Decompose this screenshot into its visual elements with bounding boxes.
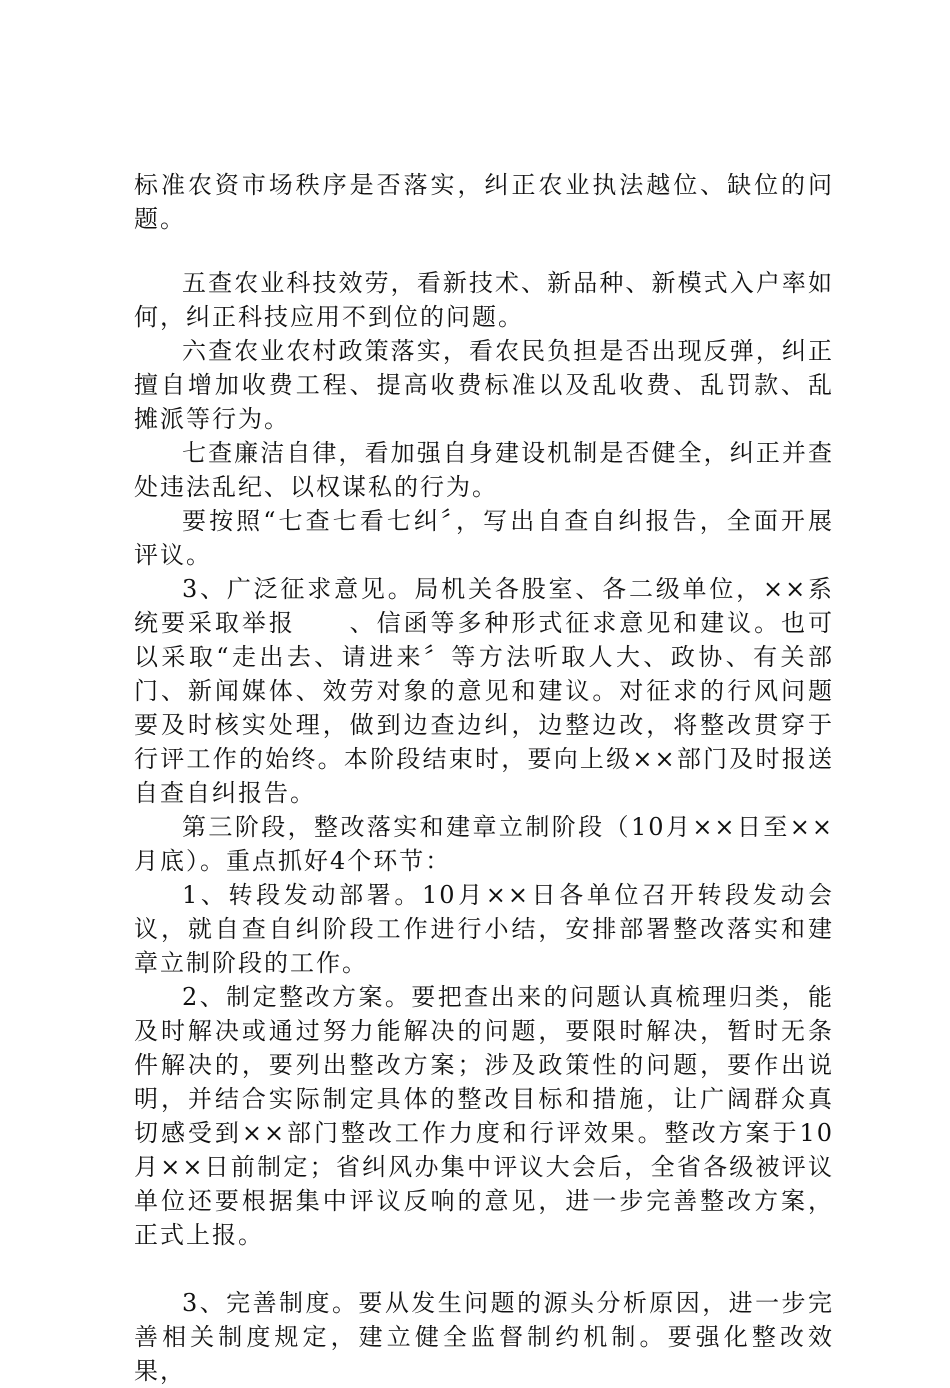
paragraph-4: 七查廉洁自律，看加强自身建设机制是否健全，纠正并查处违法乱纪、以权谋私的行为。: [134, 439, 834, 501]
paragraph-1: 标准农资市场秩序是否落实，纠正农业执法越位、缺位的问题。: [134, 171, 834, 233]
paragraph-5: 要按照“七查七看七纠〞，写出自查自纠报告，全面开展评议。: [134, 507, 834, 569]
paragraph-8: 1、转段发动部署。10月××日各单位召开转段发动会议，就自查自纠阶段工作进行小结，安排部署整改落实和建章立制阶段的工作。: [134, 881, 834, 977]
paragraph-9: 2、制定整改方案。要把查出来的问题认真梳理归类，能及时解决或通过努力能解决的问题，要限时解决，暂时无条件解决的，要列出整改方案；涉及政策性的问题，要作出说明，并结合实际制定具体的整改目标和措施，让广阔群众真切感受到××部门整改工作力度和行评效果。整改方案于10月××日前制定；省纠风办集中评议大会后，全省各级被评议单位还要根据集中评议反响的意见，进一步完善整改方案，正式上报。: [134, 983, 834, 1249]
paragraph-6: 3、广泛征求意见。局机关各股室、各二级单位，××系统要采取举报 、信函等多种形式征求意见和建议。也可以采取“走出去、请进来〞等方法听取人大、政协、有关部门、新闻媒体、效劳对象的意见和建议。对征求的行风问题要及时核实处理，做到边查边纠，边整边改，将整改贯穿于行评工作的始终。本阶段结束时，要向上级××部门及时报送自查自纠报告。: [134, 575, 834, 807]
paragraph-3: 六查农业农村政策落实，看农民负担是否出现反弹，纠正擅自增加收费工程、提高收费标准以及乱收费、乱罚款、乱摊派等行为。: [134, 337, 834, 433]
paragraph-7: 第三阶段，整改落实和建章立制阶段（10月××日至××月底）。重点抓好4个环节：: [134, 813, 834, 875]
document-body: [134, 168, 834, 1388]
paragraph-2: 五查农业科技效劳，看新技术、新品种、新模式入户率如何，纠正科技应用不到位的问题。: [134, 269, 834, 331]
paragraph-10: 3、完善制度。要从发生问题的源头分析原因，进一步完善相关制度规定，建立健全监督制约机制。要强化整改效果，: [134, 1289, 834, 1385]
